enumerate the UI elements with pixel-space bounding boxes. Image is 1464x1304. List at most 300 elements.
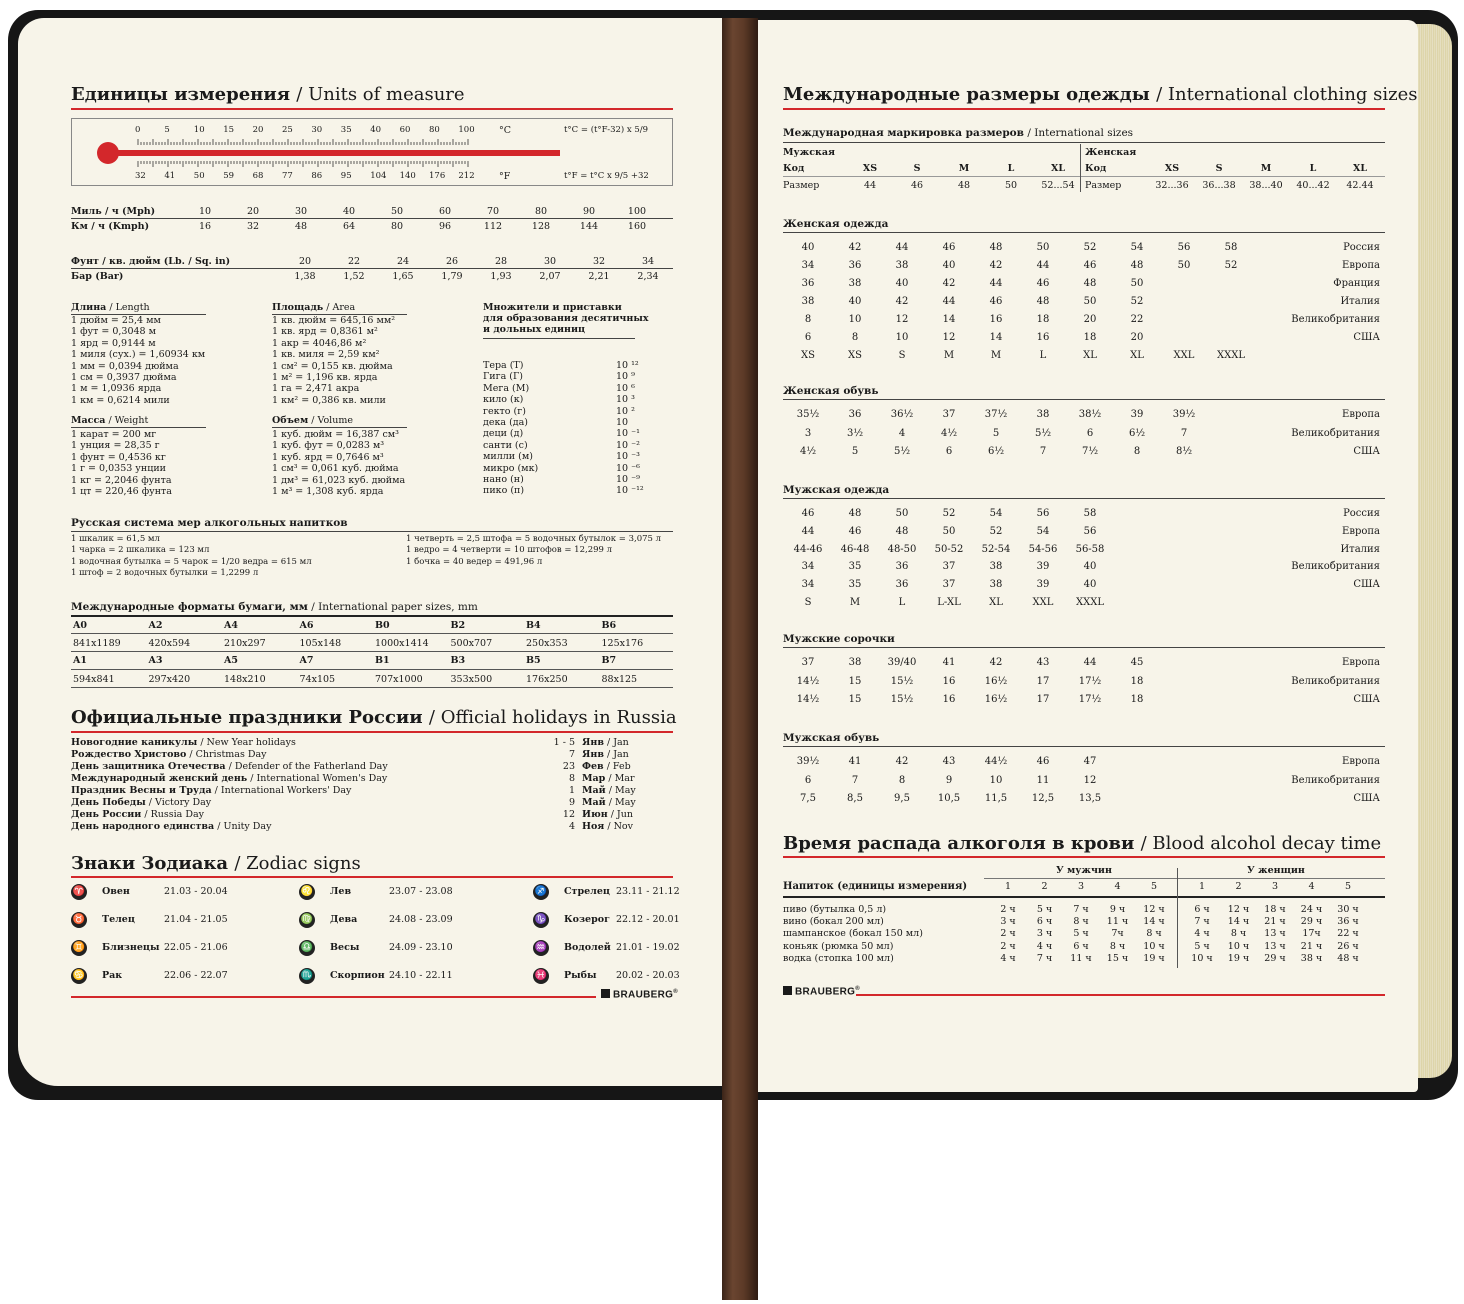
size-value: 4½	[940, 427, 958, 439]
size-value: 16	[989, 314, 1003, 325]
holiday-month	[582, 797, 636, 808]
paper-format-name: A2	[148, 620, 163, 631]
size-value: 18	[1036, 314, 1050, 325]
holiday-name-en: / International Workers' Day	[214, 785, 352, 796]
paper-format-name: B6	[601, 620, 617, 631]
holiday-month	[582, 761, 631, 772]
size-value: XS	[801, 350, 815, 361]
size-value: 50	[1036, 242, 1050, 253]
paper-row-divider	[71, 651, 673, 652]
holiday-month-en: / Feb	[606, 761, 631, 772]
size-value: 40	[895, 278, 909, 289]
size-value: 13,5	[1078, 793, 1102, 804]
value-cell: 40	[342, 206, 356, 217]
list-item: Гига (Г)	[483, 371, 523, 383]
zodiac-name: Близнецы	[102, 942, 160, 953]
list-item: 1 кг = 2,2046 фунта	[71, 474, 172, 486]
size-value: 36	[801, 278, 815, 289]
prefix-values	[616, 360, 644, 497]
size-value: 17½	[1078, 694, 1102, 705]
mass-heading	[71, 415, 148, 426]
list-item: 1 штоф = 2 водочных бутылки = 1,2299 л	[71, 568, 259, 579]
holiday-row	[71, 761, 388, 772]
size-value: XL	[989, 597, 1003, 608]
holiday-name-en: / International Women's Day	[250, 773, 388, 784]
men-decay-time: 7 ч	[1036, 952, 1053, 964]
women-decay-time: 17ч	[1302, 928, 1321, 940]
men-column-number: 3	[1077, 881, 1085, 892]
list-item: 1 куб. дюйм = 16,387 см³	[272, 429, 399, 440]
men-size-code: XS	[862, 163, 878, 174]
psi-label: Фунт / кв. дюйм (Lb. / Sq. in)	[71, 256, 231, 267]
value-cell: 144	[579, 221, 599, 232]
list-item: милли (м)	[483, 451, 533, 463]
list-item: пико (п)	[483, 485, 525, 497]
size-value: 12	[1083, 774, 1097, 786]
list-item: 10	[616, 417, 629, 429]
holiday-day: 7	[568, 749, 575, 760]
men-size-code: XL	[1050, 163, 1066, 174]
size-value: 44	[1036, 260, 1050, 271]
paper-format-name: A4	[224, 620, 238, 631]
prefix-names	[483, 360, 538, 497]
size-value: 7	[1039, 446, 1047, 457]
decay-col-divider	[1177, 868, 1178, 968]
size-value: 8½	[1175, 446, 1193, 457]
men-column-number: 2	[1041, 881, 1048, 892]
zodiac-name: Овен	[102, 886, 130, 897]
size-value: 46	[848, 525, 862, 537]
code-label: Код	[1085, 163, 1107, 174]
holiday-month	[582, 809, 633, 820]
women-size-value: 38...40	[1249, 180, 1283, 191]
leo-icon: ♌	[299, 884, 315, 900]
mph-divider	[71, 218, 673, 219]
right-page	[756, 20, 1418, 1092]
holiday-name-ru: День России	[71, 809, 142, 820]
volume-en: / Volume	[311, 415, 353, 426]
zodiac-name: Рак	[102, 970, 123, 981]
zodiac-name: Скорпион	[330, 970, 385, 981]
size-value: 44	[1083, 657, 1097, 668]
men-decay-time: 2 ч	[1000, 928, 1016, 940]
fahrenheit-tick-label: 212	[458, 171, 475, 181]
drink-name: вино (бокал 200 мл)	[783, 916, 884, 928]
size-value: 39½	[796, 756, 820, 767]
size-value: 38	[848, 657, 862, 668]
paper-format-name: A5	[224, 655, 238, 666]
women-decay-time: 8 ч	[1230, 928, 1247, 940]
paper-format-name: B3	[450, 655, 466, 666]
list-item: 1 дюйм = 25,4 мм	[71, 315, 161, 326]
intl-col-divider	[1080, 144, 1081, 192]
size-value: 7	[1180, 427, 1188, 439]
men-size-value: 52...54	[1041, 180, 1075, 191]
value-cell: 112	[483, 221, 503, 232]
paper-format-name: A0	[73, 620, 87, 631]
list-item: 1 г = 0,0353 унции	[71, 463, 166, 475]
men-decay-time: 10 ч	[1143, 940, 1165, 952]
value-cell: 34	[641, 256, 655, 267]
men-decay-time: 11 ч	[1070, 952, 1092, 964]
size-value: 16	[942, 694, 956, 705]
size-value: 56	[1036, 508, 1050, 519]
size-value: 37	[942, 561, 956, 573]
bookmark-ribbon	[722, 18, 758, 1300]
length-list	[71, 315, 205, 406]
pisces-icon: ♓	[533, 968, 549, 984]
paper-format-size: 148x210	[224, 674, 266, 685]
list-item: 1 чарка = 2 шкалика = 123 мл	[71, 545, 210, 556]
country-label: США	[1353, 694, 1380, 705]
holiday-day: 23	[562, 761, 575, 772]
size-value: 12	[942, 332, 956, 343]
list-item: 1 км² = 0,386 кв. мили	[272, 394, 386, 406]
men-size-value: 46	[910, 180, 924, 191]
men-size-code: M	[958, 163, 970, 174]
size-section-title: Женская одежда	[783, 218, 889, 230]
size-value: 15	[848, 694, 862, 705]
country-label: Италия	[1340, 296, 1380, 307]
size-value: 44	[801, 525, 815, 537]
zodiac-dates: 24.10 - 22.11	[389, 970, 453, 981]
drink-name: шампанское (бокал 150 мл)	[783, 928, 923, 940]
zodiac-name: Стрелец	[564, 886, 610, 897]
list-item: 10 ⁹	[616, 371, 635, 383]
size-section-title: Мужская обувь	[783, 732, 880, 744]
women-column-number: 1	[1198, 881, 1206, 892]
paper-format-name: A3	[148, 655, 163, 666]
list-item: 1 фут = 0,3048 м	[71, 326, 156, 338]
men-size-value: 44	[863, 180, 877, 191]
page-edges	[1416, 24, 1452, 1078]
women-decay-time: 19 ч	[1227, 952, 1250, 964]
holiday-month-ru: Фев	[582, 761, 604, 772]
women-decay-time: 30 ч	[1337, 904, 1359, 915]
zodiac-name: Рыбы	[564, 970, 597, 981]
list-item: 1 куб. ярд = 0,7646 м³	[272, 451, 384, 463]
value-cell: 70	[486, 206, 500, 217]
size-value: 22	[1130, 314, 1144, 325]
units-title	[71, 84, 465, 105]
intl-line	[783, 142, 1385, 143]
psi-divider	[71, 268, 673, 269]
holiday-row	[71, 773, 387, 784]
size-value: 42	[989, 657, 1003, 668]
size-section-title: Женская обувь	[783, 385, 879, 397]
size-value: 43	[1036, 657, 1050, 668]
size-value: 35½	[796, 409, 820, 420]
size-value: 52	[1083, 242, 1097, 253]
women-decay-time: 13 ч	[1264, 940, 1286, 952]
celsius-tick-label: 80	[429, 125, 440, 135]
drink-header: Напиток (единицы измерения)	[783, 881, 968, 892]
size-value: 56	[1177, 242, 1191, 253]
value-cell: 2,07	[539, 271, 561, 282]
paper-format-size: 250x353	[526, 638, 568, 649]
men-size-value: 48	[957, 180, 971, 191]
paper-title-en: / International paper sizes, mm	[311, 601, 478, 613]
size-value: 4½	[799, 446, 817, 457]
size-value: 35	[848, 561, 862, 573]
women-size-code: S	[1215, 163, 1223, 174]
size-value: 58	[1083, 508, 1097, 519]
fahrenheit-tick-label: 176	[429, 171, 446, 181]
drink-name: водка (стопка 100 мл)	[783, 952, 894, 964]
size-value: 7	[851, 774, 859, 786]
women-decay-time: 4 ч	[1194, 928, 1210, 940]
list-item: 1 кв. миля = 2,59 км²	[272, 349, 380, 361]
zodiac-name: Лев	[330, 886, 352, 897]
fahrenheit-tick-label: 95	[340, 171, 352, 181]
size-value: 44½	[984, 756, 1008, 767]
size-value: 18	[1083, 332, 1097, 343]
size-value: 6	[945, 446, 953, 457]
holiday-row	[71, 737, 296, 748]
men-decay-time: 12 ч	[1143, 904, 1165, 915]
size-value: 12	[895, 314, 909, 325]
size-value: 40	[942, 260, 956, 271]
paper-row-divider	[71, 633, 673, 634]
holiday-day: 1 - 5	[553, 737, 575, 748]
celsius-formula: t°C = (t°F-32) x 5/9	[564, 125, 649, 135]
paper-format-size: 74x105	[299, 674, 336, 685]
size-value: L	[898, 597, 906, 608]
size-section-line	[783, 232, 1385, 233]
area-en: / Area	[326, 302, 356, 313]
size-value: 39	[1036, 579, 1050, 591]
size-value: 50	[1130, 278, 1144, 289]
units-title-ru: Единицы измерения	[71, 84, 290, 105]
women-decay-time: 10 ч	[1227, 940, 1250, 952]
virgo-icon: ♍	[299, 912, 315, 928]
zodiac-name: Водолей	[564, 942, 611, 953]
value-cell: 30	[543, 256, 557, 267]
size-value: 36	[895, 561, 909, 573]
length-heading	[71, 302, 150, 313]
value-cell: 64	[342, 221, 356, 232]
decay-header-line	[984, 878, 1385, 879]
value-cell: 20	[246, 206, 260, 217]
women-decay-time: 5 ч	[1194, 940, 1210, 952]
list-item: 1 ярд = 0,9144 м	[71, 337, 156, 349]
zodiac-dates: 24.08 - 23.09	[389, 914, 453, 925]
holiday-month-en: / Jan	[606, 737, 629, 748]
holiday-month-en: / Mar	[608, 773, 635, 784]
paper-format-name: A6	[299, 620, 314, 631]
size-value: 14½	[796, 694, 820, 705]
paper-title	[71, 601, 478, 613]
prefix-title-1: Множители и приставки	[483, 302, 622, 313]
area-list	[272, 315, 395, 406]
men-decay-time: 6 ч	[1036, 916, 1053, 928]
list-item: деци (д)	[483, 428, 524, 440]
size-value: 48	[895, 525, 909, 537]
size-value: 48	[989, 242, 1003, 253]
zodiac-dates: 22.06 - 22.07	[164, 970, 228, 981]
size-value: 42	[989, 260, 1003, 271]
zodiac-dates: 21.03 - 20.04	[164, 886, 228, 897]
size-value: 5	[851, 446, 859, 457]
holiday-month-ru: Май	[582, 797, 606, 808]
celsius-tick-label: 60	[399, 125, 411, 135]
size-value: M	[943, 350, 955, 361]
paper-line	[71, 615, 673, 617]
list-item: 1 карат = 200 мг	[71, 429, 157, 440]
paper-format-size: 88x125	[601, 674, 638, 685]
holidays-underline	[71, 731, 673, 733]
zodiac-title	[71, 853, 361, 874]
fahrenheit-tick-label: 50	[193, 171, 205, 181]
paper-format-name: B0	[375, 620, 390, 631]
gemini-icon: ♊	[71, 940, 87, 956]
decay-title-ru: Время распада алкоголя в крови	[783, 833, 1135, 854]
list-item: 10 ⁻¹	[616, 428, 640, 440]
value-cell: 60	[438, 206, 452, 217]
size-value: 36	[848, 260, 862, 271]
holiday-name-en: / Victory Day	[148, 797, 212, 808]
value-cell: 1,93	[490, 271, 512, 282]
zodiac-name: Телец	[102, 914, 135, 925]
alcohol-measures-title: Русская система мер алкогольных напитков	[71, 517, 348, 529]
country-label: Россия	[1343, 508, 1380, 519]
holiday-row	[71, 785, 351, 796]
size-value: XXL	[1032, 597, 1054, 608]
value-cell: 28	[494, 256, 508, 267]
area-title: Площадь	[272, 302, 324, 313]
size-value: 5	[992, 427, 1000, 439]
size-value: 16	[942, 675, 956, 687]
size-value: 44	[989, 278, 1003, 289]
value-cell: 50	[390, 206, 404, 217]
women-decay-time: 24 ч	[1300, 904, 1323, 915]
brand-logo-left	[601, 989, 678, 1000]
women-column-number: 2	[1235, 881, 1242, 892]
size-value: 48	[1130, 260, 1144, 271]
drink-name: пиво (бутылка 0,5 л)	[783, 904, 887, 915]
size-label: Размер	[1085, 180, 1122, 191]
size-value: 50	[895, 508, 909, 519]
size-value: 54	[1036, 525, 1050, 537]
zodiac-title-en: / Zodiac signs	[234, 853, 361, 874]
thermometer-box	[71, 118, 673, 186]
paper-format-name: B4	[526, 620, 541, 631]
celsius-tick-label: 20	[252, 125, 264, 135]
holiday-month	[582, 785, 636, 796]
size-value: 56	[1083, 525, 1097, 537]
size-value: 37	[942, 409, 956, 420]
men-decay-time: 11 ч	[1106, 916, 1129, 928]
intl-title-ru: Международная маркировка размеров	[783, 127, 1024, 139]
paper-format-size: 841x1189	[73, 638, 121, 649]
list-item: 10 ⁻³	[616, 451, 640, 463]
men-column-number: 1	[1004, 881, 1012, 892]
size-value: 37½	[984, 409, 1008, 420]
country-label: Европа	[1342, 525, 1380, 537]
size-value: 46	[801, 508, 815, 519]
prefix-title-2: для образования десятичных	[483, 313, 649, 324]
fahrenheit-tick-label: 77	[282, 171, 293, 181]
paper-format-name: B7	[601, 655, 617, 666]
brand-mark: ®	[673, 989, 678, 995]
men-size-code: S	[913, 163, 921, 174]
zodiac-dates: 20.02 - 20.03	[616, 970, 680, 981]
size-value: 40	[801, 242, 815, 253]
size-value: 44	[942, 296, 956, 307]
zodiac-underline	[71, 876, 673, 878]
size-value: 34	[801, 561, 815, 573]
clothing-title-en: / International clothing sizes	[1156, 84, 1418, 105]
paper-title-ru: Международные форматы бумаги, мм	[71, 601, 308, 613]
men-decay-time: 7ч	[1111, 928, 1124, 940]
value-cell: 128	[531, 221, 551, 232]
brand-name: BRAUBERG	[795, 986, 856, 998]
holiday-name-en: / New Year holidays	[200, 737, 296, 748]
value-cell: 1,79	[441, 271, 463, 282]
list-item: 1 м = 1,0936 ярда	[71, 383, 162, 395]
left-page	[18, 18, 724, 1086]
list-item: дека (да)	[483, 417, 529, 429]
country-label: США	[1353, 793, 1380, 804]
zodiac-dates: 24.09 - 23.10	[389, 942, 453, 953]
brand-mark: ®	[855, 986, 860, 992]
holiday-name-ru: День Победы	[71, 797, 146, 808]
value-cell: 20	[298, 256, 312, 267]
men-decay-time: 15 ч	[1106, 952, 1129, 964]
men-decay-time: 8 ч	[1073, 916, 1089, 928]
holiday-row	[71, 797, 211, 808]
paper-format-name: B5	[526, 655, 541, 666]
size-label: Размер	[783, 180, 820, 191]
zodiac-dates: 22.05 - 21.06	[164, 942, 228, 953]
list-item: 1 фунт = 0,4536 кг	[71, 451, 166, 463]
holiday-name-ru: Рождество Христово	[71, 749, 187, 760]
size-value: M	[849, 597, 861, 608]
value-cell: 32	[246, 221, 260, 232]
size-value: 47	[1083, 756, 1097, 767]
size-value: 48-50	[887, 543, 917, 555]
size-value: XL	[1083, 350, 1097, 361]
size-value: 46-48	[840, 543, 870, 555]
zodiac-title-ru: Знаки Зодиака	[71, 853, 229, 874]
list-item: 1 куб. фут = 0,0283 м³	[272, 440, 385, 452]
size-value: 46	[1083, 260, 1097, 271]
men-column-number: 4	[1114, 881, 1121, 892]
size-value: 17	[1036, 694, 1050, 705]
area-heading	[272, 302, 355, 313]
value-cell: 90	[582, 206, 596, 217]
size-value: L	[1039, 350, 1047, 361]
size-value: 8	[851, 332, 859, 343]
size-section-line	[783, 399, 1385, 400]
holiday-month	[582, 773, 635, 784]
paper-format-size: 707x1000	[375, 674, 423, 685]
size-value: 5½	[1034, 427, 1052, 439]
scorpio-icon: ♏	[299, 968, 315, 984]
prefix-line	[483, 338, 635, 339]
paper-format-size: 297x420	[148, 674, 191, 685]
size-value: 52	[1224, 260, 1238, 271]
women-column-number: 4	[1308, 881, 1315, 892]
size-value: 40	[848, 296, 862, 307]
clothing-title	[783, 84, 1418, 105]
value-cell: 22	[347, 256, 361, 267]
women-header: У женщин	[1247, 865, 1305, 876]
size-value: 48	[848, 508, 862, 519]
size-value: 48	[1036, 296, 1050, 307]
size-value: 50	[942, 525, 956, 537]
holiday-name-ru: Международный женский день	[71, 773, 248, 784]
